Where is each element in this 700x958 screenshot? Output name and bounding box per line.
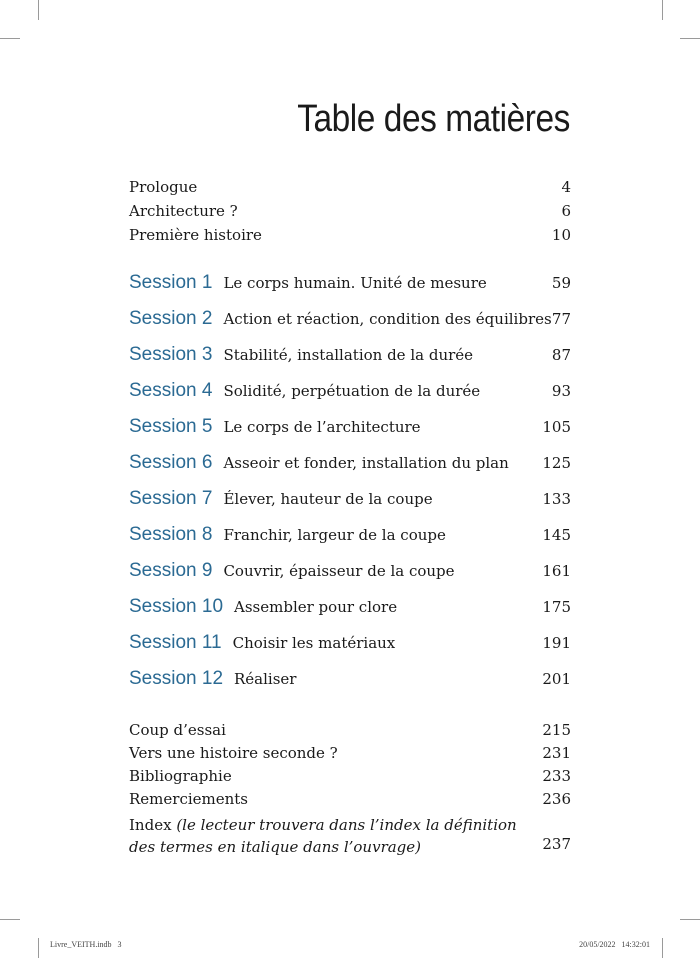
crop-mark [38, 938, 39, 958]
session-page: 145 [542, 526, 571, 544]
session-entry [129, 344, 571, 366]
session-name: Session 5 [129, 416, 213, 437]
session-title: Asseoir et fonder, installation du plan [223, 454, 509, 472]
session-entry [129, 524, 571, 546]
toc-entry-label: Vers une histoire seconde ? [129, 744, 338, 762]
session-title: Couvrir, épaisseur de la coupe [223, 562, 455, 580]
session-title: Le corps de l’architecture [223, 418, 421, 436]
toc-entry-page: 236 [542, 790, 571, 808]
toc-entry-page: 233 [542, 767, 571, 785]
session-title: Choisir les matériaux [232, 634, 396, 652]
toc-entry [129, 721, 571, 739]
crop-mark [680, 919, 700, 920]
session-title: Le corps humain. Unité de mesure [223, 274, 487, 292]
session-page: 125 [542, 454, 571, 472]
footer-timestamp: 20/05/2022 14:32:01 [579, 940, 650, 949]
session-name: Session 1 [129, 272, 213, 293]
session-title: Action et réaction, condition des équilibres [223, 310, 552, 328]
toc-entry-page: 215 [542, 721, 571, 739]
toc-entry-index [129, 814, 571, 858]
session-title: Réaliser [234, 670, 297, 688]
toc-entry-label: Bibliographie [129, 767, 232, 785]
toc-entry-page: 231 [542, 744, 571, 762]
index-note-line1: (le lecteur trouvera dans l’index la définition [176, 816, 517, 834]
session-name: Session 7 [129, 488, 213, 509]
session-title: Stabilité, installation de la durée [223, 346, 474, 364]
session-entry [129, 272, 571, 294]
session-page: 59 [551, 274, 571, 292]
session-title: Élever, hauteur de la coupe [223, 490, 433, 508]
session-page: 93 [551, 382, 571, 400]
session-name: Session 11 [129, 632, 222, 653]
toc-entry-label: Remerciements [129, 790, 249, 808]
session-page: 201 [542, 670, 571, 688]
session-title: Solidité, perpétuation de la durée [223, 382, 481, 400]
index-text [129, 814, 571, 858]
crop-mark [0, 919, 20, 920]
session-page: 161 [542, 562, 571, 580]
toc-entry-label: Coup d’essai [129, 721, 226, 739]
toc-entry [129, 178, 571, 196]
session-entry [129, 380, 571, 402]
crop-mark [662, 0, 663, 20]
session-entry [129, 560, 571, 582]
crop-mark [0, 38, 20, 39]
session-page: 191 [542, 634, 571, 652]
session-entry [129, 488, 571, 510]
session-name: Session 2 [129, 308, 213, 329]
session-entry [129, 596, 571, 618]
session-entry [129, 632, 571, 654]
session-name: Session 9 [129, 560, 213, 581]
footer-file-info: Livre_VEITH.indb 3 [50, 940, 122, 949]
session-entry [129, 668, 571, 690]
page-title: Table des matières [297, 98, 570, 140]
toc-entry-label: Première histoire [129, 226, 262, 244]
session-name: Session 10 [129, 596, 224, 617]
index-label: Index [129, 816, 172, 834]
session-title: Franchir, largeur de la coupe [223, 526, 446, 544]
toc-entry [129, 790, 571, 808]
session-name: Session 6 [129, 452, 213, 473]
session-name: Session 12 [129, 668, 224, 689]
index-note-line2: des termes en italique dans l’ouvrage) [129, 838, 422, 856]
crop-mark [662, 938, 663, 958]
session-page: 105 [542, 418, 571, 436]
crop-mark [680, 38, 700, 39]
session-name: Session 4 [129, 380, 213, 401]
crop-mark [38, 0, 39, 20]
session-name: Session 3 [129, 344, 213, 365]
toc-entry [129, 744, 571, 762]
session-page: 87 [551, 346, 571, 364]
toc-entry-page: 10 [551, 226, 571, 244]
toc-entry-page: 4 [561, 178, 571, 196]
toc-entry-page: 6 [561, 202, 571, 220]
toc-entry-page: 237 [542, 835, 571, 853]
toc-entry-label: Architecture ? [129, 202, 238, 220]
session-page: 175 [542, 598, 571, 616]
session-entry [129, 308, 571, 330]
session-name: Session 8 [129, 524, 213, 545]
session-page: 133 [542, 490, 571, 508]
toc-entry [129, 767, 571, 785]
toc-entry [129, 226, 571, 244]
session-page: 77 [551, 310, 571, 328]
session-entry [129, 452, 571, 474]
toc-entry [129, 202, 571, 220]
toc-entry-label: Prologue [129, 178, 198, 196]
session-entry [129, 416, 571, 438]
session-title: Assembler pour clore [234, 598, 398, 616]
